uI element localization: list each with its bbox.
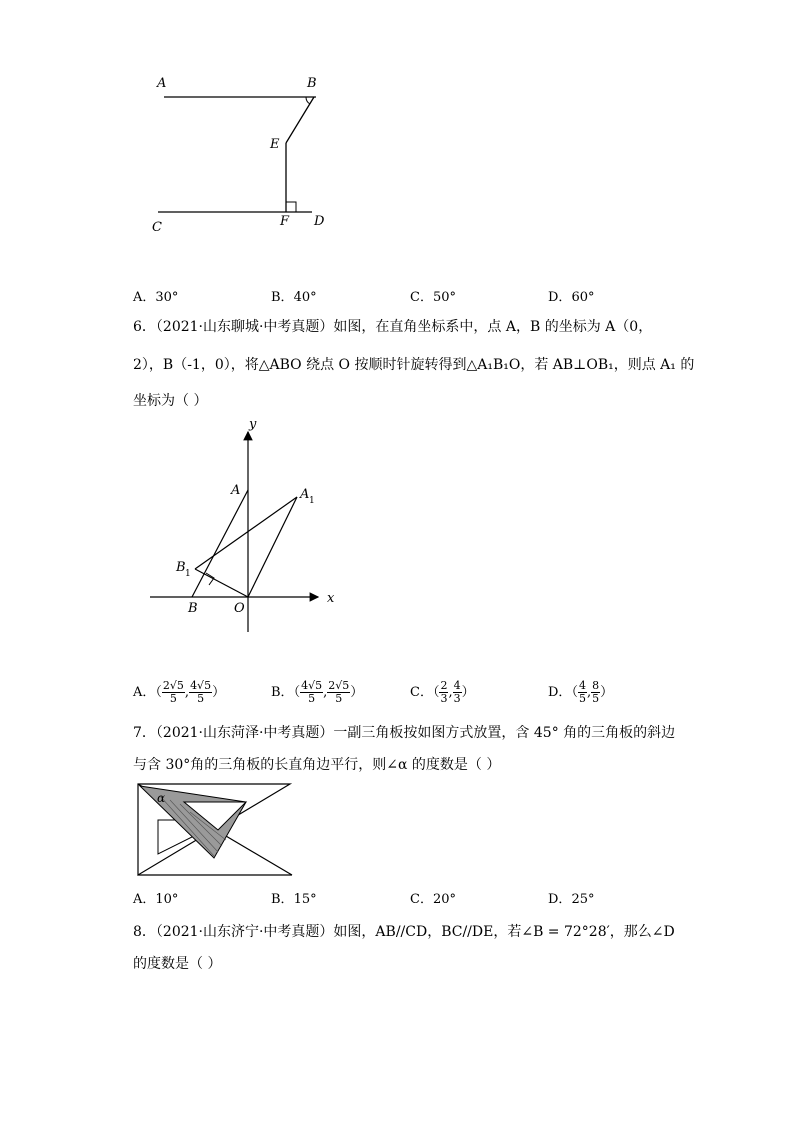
q6-stem-line-3: 坐标为（ ） [133, 393, 208, 409]
label-b: B [188, 601, 198, 616]
option-value: 50° [432, 290, 456, 305]
label-x: x [327, 591, 335, 606]
option-open-paren: （ [571, 685, 578, 700]
numerator: 2√5 [328, 679, 350, 692]
numerator: 2 [440, 679, 448, 692]
q8-stem-line-2: 的度数是（ ） [133, 956, 222, 972]
numerator: 4 [453, 679, 461, 692]
numerator: 8 [592, 679, 600, 692]
q7-stem-line-2: 与含 30°角的三角板的长直角边平行，则∠α 的度数是（ ） [133, 757, 501, 773]
q7-option-d[interactable] [548, 888, 594, 907]
label-b1: B [176, 560, 186, 575]
option-close-paren: ） [212, 685, 226, 700]
denominator: 5 [308, 692, 316, 705]
label-a: A [231, 483, 241, 498]
option-letter: C． [410, 685, 433, 700]
option-value: 15° [293, 892, 317, 907]
label-a: A [157, 76, 167, 91]
label-alpha: α [157, 791, 166, 805]
option-letter: A． [133, 685, 156, 700]
numerator: 2√5 [162, 679, 184, 692]
label-f: F [280, 214, 290, 229]
option-value: 25° [571, 892, 595, 907]
label-a1: A [300, 487, 310, 502]
label-d: D [314, 214, 325, 229]
option-letter: A． [133, 290, 156, 305]
separator: , [586, 685, 592, 700]
label-y: y [249, 417, 257, 432]
denominator: 5 [592, 692, 600, 705]
numerator: 4 [578, 679, 586, 692]
option-letter: B． [271, 892, 294, 907]
q7-option-a[interactable] [133, 888, 178, 907]
option-open-paren: （ [155, 685, 162, 700]
option-value: 60° [571, 290, 595, 305]
option-open-paren: （ [293, 685, 301, 700]
denominator: 5 [578, 692, 586, 705]
separator: , [448, 685, 453, 700]
option-value: 40° [293, 290, 317, 305]
option-letter: D． [548, 290, 572, 305]
label-a1-subscript: 1 [309, 496, 315, 506]
label-o: O [234, 601, 245, 616]
option-letter: D． [548, 892, 572, 907]
option-value: 30° [155, 290, 179, 305]
denominator: 3 [440, 692, 448, 705]
option-letter: B． [271, 685, 294, 700]
option-letter: A． [133, 892, 156, 907]
denominator: 3 [453, 692, 461, 705]
separator: , [184, 685, 190, 700]
label-e: E [270, 137, 280, 152]
label-c: C [152, 220, 162, 235]
option-letter: C． [410, 290, 433, 305]
option-open-paren: （ [432, 685, 440, 700]
denominator: 5 [197, 692, 205, 705]
option-close-paren: ） [350, 685, 364, 700]
label-b1-subscript: 1 [185, 569, 191, 579]
numerator: 4√5 [301, 679, 323, 692]
separator: , [323, 685, 328, 700]
label-b: B [307, 76, 317, 91]
q7-option-c[interactable] [410, 888, 456, 907]
q6-stem-line-2: 2），B（-1，0），将△ABO 绕点 O 按顺时针旋转得到△A₁B₁O，若 AB⊥OB₁，则点 A₁ 的 [133, 357, 695, 373]
q7-option-b[interactable] [271, 888, 317, 907]
option-letter: C． [410, 892, 433, 907]
denominator: 5 [169, 692, 177, 705]
option-letter: D． [548, 685, 572, 700]
option-close-paren: ） [600, 685, 614, 700]
option-value: 20° [432, 892, 456, 907]
option-value: 10° [155, 892, 179, 907]
q6-stem-line-1: 6．（2021·山东聊城·中考真题）如图，在直角坐标系中，点 A，B 的坐标为 A（0， [133, 319, 653, 335]
q8-stem-line-1: 8．（2021·山东济宁·中考真题）如图，AB//CD，BC//DE，若∠B = 72°28′，那么∠D [133, 924, 675, 940]
option-letter: B． [271, 290, 294, 305]
option-close-paren: ） [461, 685, 475, 700]
denominator: 5 [335, 692, 343, 705]
numerator: 4√5 [190, 679, 212, 692]
q7-stem-line-1: 7．（2021·山东菏泽·中考真题）一副三角板按如图方式放置，含 45° 角的三角板的斜边 [133, 725, 676, 741]
